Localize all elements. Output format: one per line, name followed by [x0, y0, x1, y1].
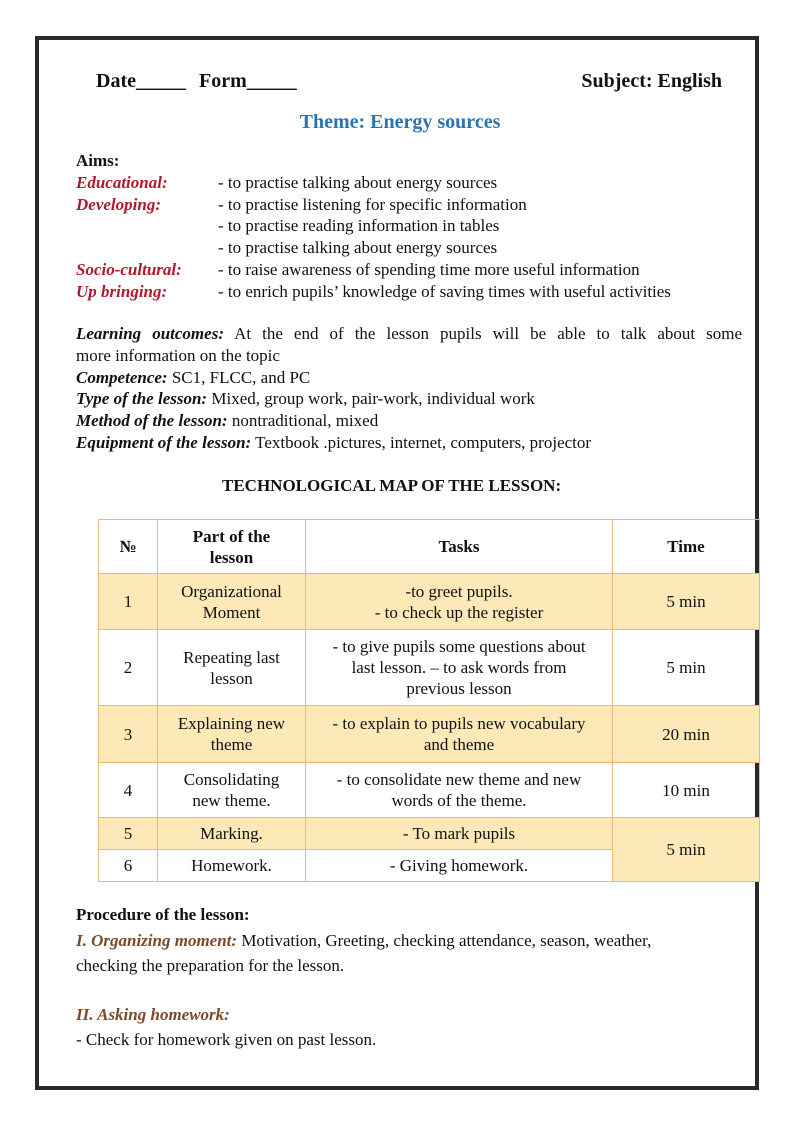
row-part: Organizational Moment — [158, 574, 306, 630]
developing-label: Developing: — [76, 195, 161, 214]
table-row — [99, 630, 760, 706]
developing-aim-2: - to practise reading information in tables — [218, 216, 500, 235]
form-field: Form_____ — [199, 70, 297, 92]
header-tasks: Tasks — [306, 520, 613, 574]
row-part: Repeating last lesson — [158, 630, 306, 706]
learning-outcomes — [76, 324, 742, 344]
step1-line — [76, 931, 651, 951]
row-num: 4 — [99, 763, 158, 818]
row-task: - to give pupils some questions about last lesson. – to ask words from previous lesson — [306, 630, 613, 706]
lesson-theme: Theme: Energy sources — [299, 111, 501, 133]
row-num: 1 — [99, 574, 158, 630]
row-task: -to greet pupils. - to check up the register — [306, 574, 613, 630]
row-num: 3 — [99, 706, 158, 763]
developing-aim-3: - to practise talking about energy sources — [218, 238, 498, 257]
step1-label: I. Organizing moment: — [76, 931, 238, 950]
subject-label: Subject: English — [581, 70, 722, 92]
type-text: Mixed, group work, pair-work, individual work — [211, 389, 535, 408]
aims-heading: Aims: — [76, 151, 120, 170]
row-time: 5 min — [613, 630, 760, 706]
row-num: 2 — [99, 630, 158, 706]
table-row — [99, 574, 760, 630]
row-task: - To mark pupils — [306, 818, 613, 850]
header-part: Part of the lesson — [158, 520, 306, 574]
sociocultural-label: Socio-cultural: — [76, 260, 182, 279]
step2-text: - Check for homework given on past lesson. — [76, 1030, 377, 1049]
table-row — [99, 706, 760, 763]
equipment-line — [76, 433, 591, 453]
competence-line — [76, 368, 310, 388]
developing-aim-1: - to practise listening for specific information — [218, 195, 527, 214]
step1-text: Motivation, Greeting, checking attendance, season, weather, — [241, 931, 652, 950]
competence-text: SC1, FLCC, and PC — [171, 368, 311, 387]
row-num: 5 — [99, 818, 158, 850]
type-label: Type of the lesson: — [76, 389, 208, 408]
row-time: 5 min — [613, 574, 760, 630]
row-task: - Giving homework. — [306, 850, 613, 882]
row-part: Marking. — [158, 818, 306, 850]
step2-label: II. Asking homework: — [76, 1005, 230, 1024]
outcomes-text-cont: more information on the topic — [76, 346, 280, 365]
upbringing-label: Up bringing: — [76, 282, 168, 301]
equipment-text: Textbook .pictures, internet, computers, projector — [255, 433, 592, 452]
step1-text-cont: checking the preparation for the lesson. — [76, 956, 345, 975]
row-time: 20 min — [613, 706, 760, 763]
sociocultural-aim: - to raise awareness of spending time more useful information — [218, 260, 640, 279]
type-line — [76, 389, 535, 409]
table-header-row — [99, 520, 760, 574]
map-title: TECHNOLOGICAL MAP OF THE LESSON: — [222, 476, 562, 495]
table-row — [99, 763, 760, 818]
header-num: № — [99, 520, 158, 574]
row-num: 6 — [99, 850, 158, 882]
competence-label: Competence: — [76, 368, 168, 387]
table-row — [99, 818, 760, 850]
header-time: Time — [613, 520, 760, 574]
procedure-heading: Procedure of the lesson: — [76, 905, 250, 924]
row-time: 5 min — [613, 818, 760, 882]
upbringing-aim: - to enrich pupils’ knowledge of saving times with useful activities — [218, 282, 671, 301]
method-line — [76, 411, 378, 431]
row-part: Consolidating new theme. — [158, 763, 306, 818]
method-text: nontraditional, mixed — [231, 411, 379, 430]
row-task: - to consolidate new theme and new words of the theme. — [306, 763, 613, 818]
lesson-map-table — [98, 519, 760, 882]
row-part: Explaining new theme — [158, 706, 306, 763]
educational-aim: - to practise talking about energy sources — [218, 173, 498, 192]
educational-label: Educational: — [76, 173, 168, 192]
row-time: 10 min — [613, 763, 760, 818]
equipment-label: Equipment of the lesson: — [76, 433, 252, 452]
method-label: Method of the lesson: — [76, 411, 228, 430]
row-part: Homework. — [158, 850, 306, 882]
outcomes-label: Learning outcomes: — [76, 324, 224, 343]
outcomes-text: At the end of the lesson pupils will be able to talk about some — [234, 324, 743, 343]
row-task: - to explain to pupils new vocabulary and theme — [306, 706, 613, 763]
date-field: Date_____ — [96, 70, 186, 92]
